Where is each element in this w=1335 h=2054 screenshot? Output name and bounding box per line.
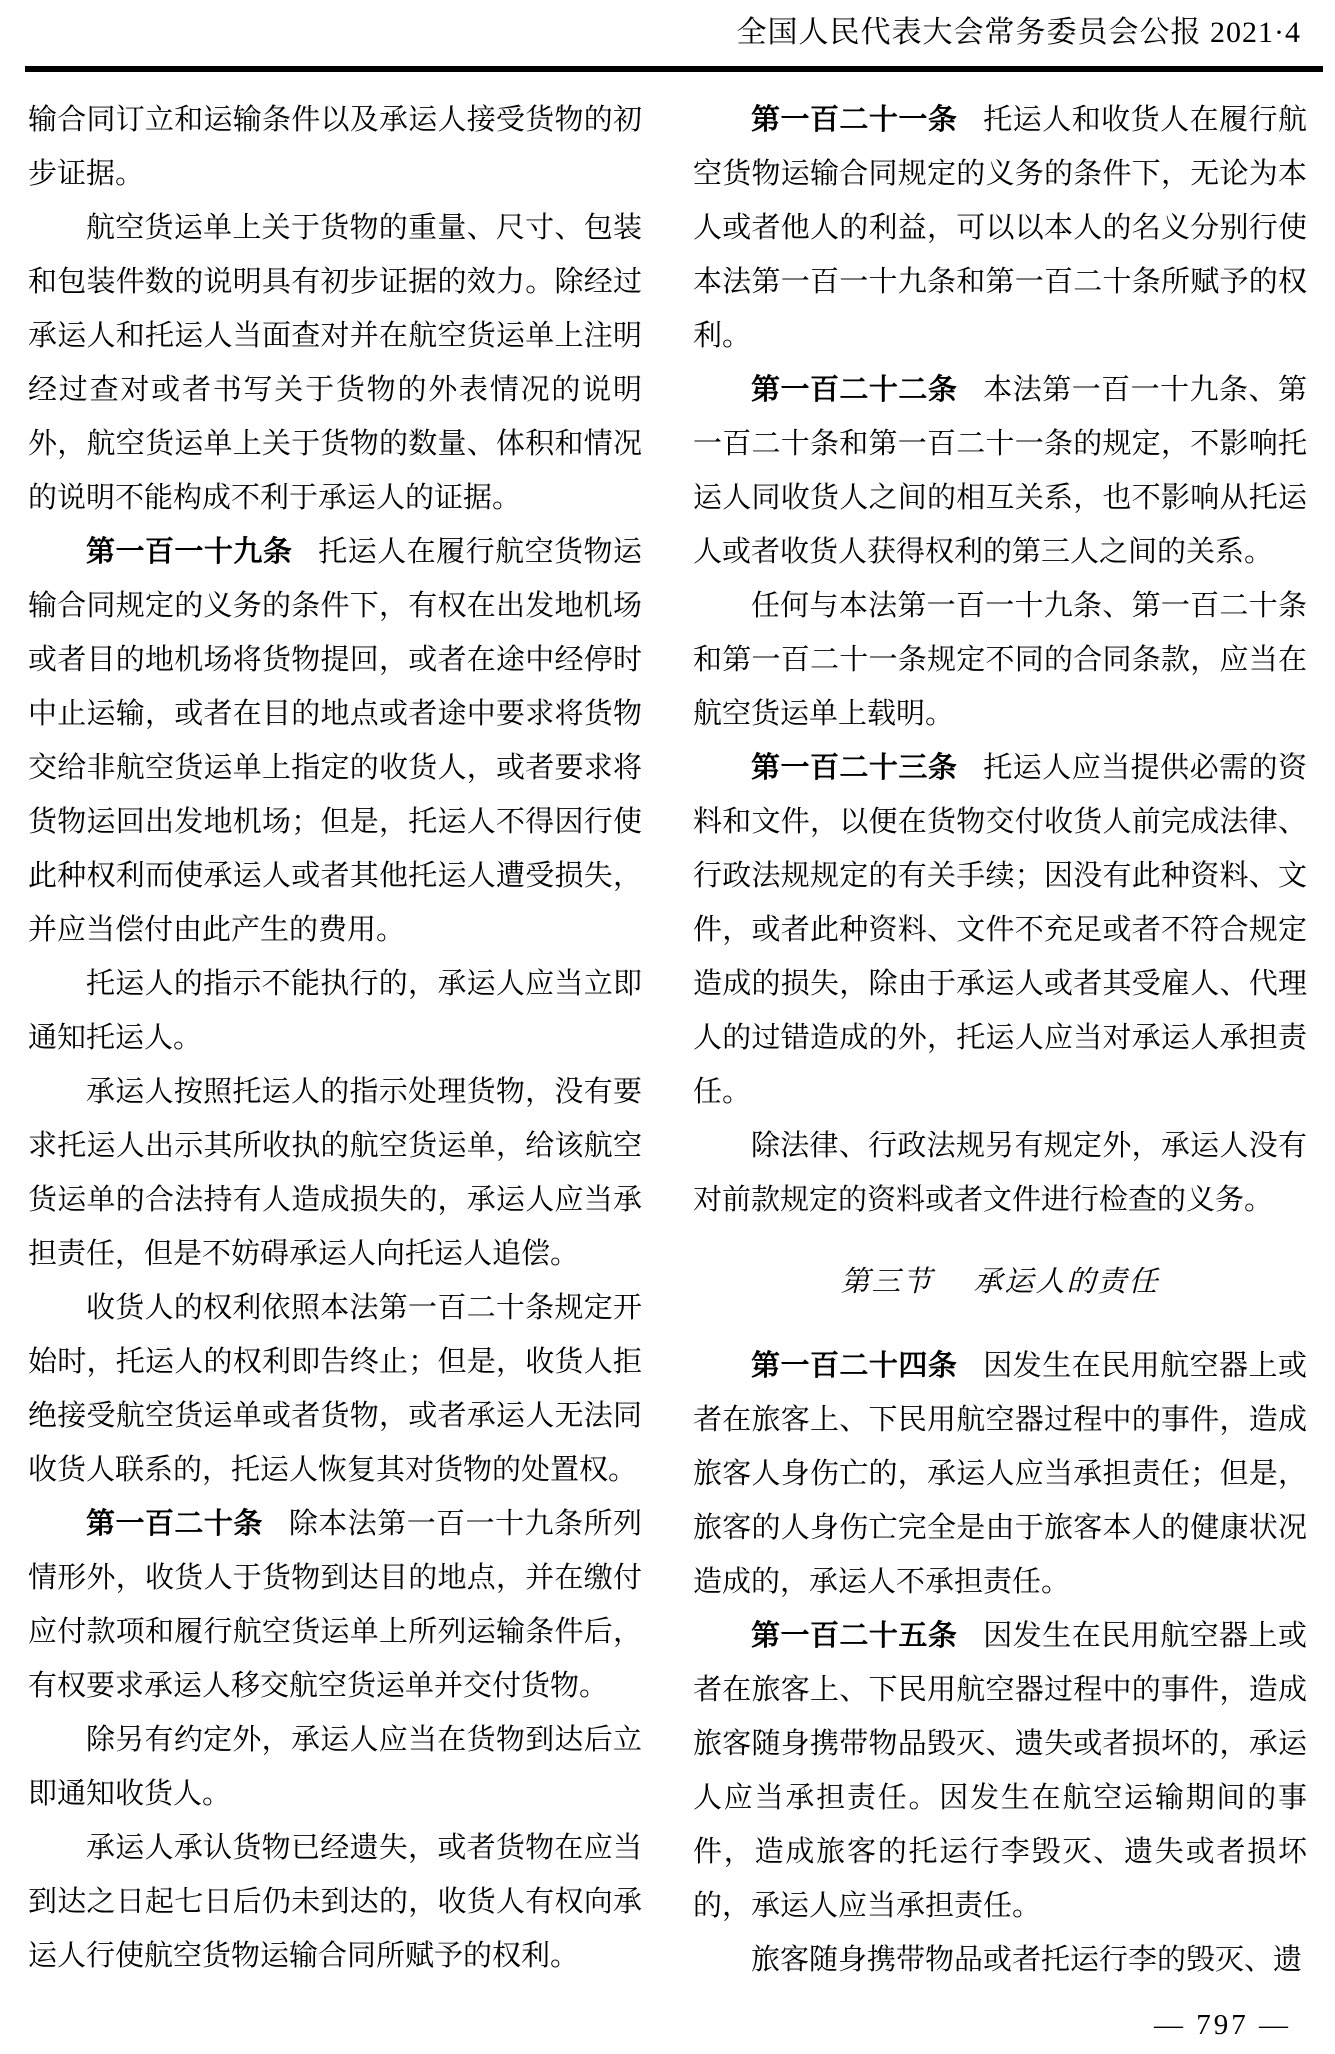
paragraph-text: 托运人应当提供必需的资料和文件，以便在货物交付收货人前完成法律、行政法规规定的有关手续；因没有此种资料、文件，或者此种资料、文件不充足或者不符合规定造成的损失，除由于承运人或者其受雇人、代理人的过错造成的外，托运人应当对承运人承担责任。	[693, 752, 1307, 1108]
article-number: 第一百一十九条	[86, 536, 293, 568]
paragraph-text: 本法第一百一十九条、第一百二十条和第一百二十一条的规定，不影响托运人同收货人之间的相互关系，也不影响从托运人或者收货人获得权利的第三人之间的关系。	[693, 374, 1307, 568]
article-number: 第一百二十五条	[751, 1620, 958, 1652]
paragraph-text: 除另有约定外，承运人应当在货物到达后立即通知收货人。	[28, 1724, 642, 1810]
article-number: 第一百二十三条	[751, 752, 958, 784]
article-number: 第一百二十四条	[751, 1350, 958, 1382]
paragraph	[28, 1281, 642, 1497]
paragraph-text: 除法律、行政法规另有规定外，承运人没有对前款规定的资料或者文件进行检查的义务。	[693, 1130, 1307, 1216]
paragraph	[693, 741, 1307, 1119]
paragraph	[693, 1119, 1307, 1227]
paragraph	[693, 579, 1307, 741]
paragraph-text: 承运人承认货物已经遗失，或者货物在应当到达之日起七日后仍未到达的，收货人有权向承运人行使航空货物运输合同所赋予的权利。	[28, 1832, 642, 1972]
paragraph	[28, 1821, 642, 1983]
paragraph-text: 因发生在民用航空器上或者在旅客上、下民用航空器过程中的事件，造成旅客随身携带物品毁灭、遗失或者损坏的，承运人应当承担责任。因发生在航空运输期间的事件，造成旅客的托运行李毁灭、遗失或者损坏的，承运人应当承担责任。	[693, 1620, 1307, 1922]
gazette-header-title: 全国人民代表大会常务委员会公报 2021·4	[736, 16, 1301, 49]
left-column	[28, 93, 642, 1987]
paragraph	[693, 363, 1307, 579]
two-column-body	[0, 72, 1335, 1987]
paragraph	[28, 93, 642, 201]
paragraph	[28, 201, 642, 525]
page-header	[0, 0, 1335, 50]
page-number: — 797 —	[1154, 2009, 1291, 2041]
paragraph	[28, 1065, 642, 1281]
paragraph-text: 托运人的指示不能执行的，承运人应当立即通知托运人。	[28, 968, 642, 1054]
paragraph	[693, 93, 1307, 363]
paragraph-text: 因发生在民用航空器上或者在旅客上、下民用航空器过程中的事件，造成旅客人身伤亡的，承运人应当承担责任；但是，旅客的人身伤亡完全是由于旅客本人的健康状况造成的，承运人不承担责任。	[693, 1350, 1307, 1598]
paragraph	[693, 1933, 1307, 1987]
article-number: 第一百二十条	[86, 1508, 263, 1540]
article-number: 第一百二十一条	[751, 104, 958, 136]
paragraph	[28, 1497, 642, 1713]
paragraph-text: 承运人按照托运人的指示处理货物，没有要求托运人出示其所收执的航空货运单，给该航空货运单的合法持有人造成损失的，承运人应当承担责任，但是不妨碍承运人向托运人追偿。	[28, 1076, 642, 1270]
section-heading	[693, 1255, 1307, 1309]
paragraph	[28, 957, 642, 1065]
paragraph	[693, 1609, 1307, 1933]
section-number: 第三节	[840, 1266, 934, 1298]
paragraph	[28, 525, 642, 957]
paragraph-text: 除本法第一百一十九条所列情形外，收货人于货物到达目的地点，并在缴付应付款项和履行航空货运单上所列运输条件后，有权要求承运人移交航空货运单并交付货物。	[28, 1508, 642, 1702]
paragraph	[693, 1339, 1307, 1609]
section-title-text: 承运人的责任	[973, 1266, 1160, 1298]
paragraph-text: 托运人和收货人在履行航空货物运输合同规定的义务的条件下，无论为本人或者他人的利益，可以以本人的名义分别行使本法第一百一十九条和第一百二十条所赋予的权利。	[693, 104, 1307, 352]
paragraph-text: 托运人在履行航空货物运输合同规定的义务的条件下，有权在出发地机场或者目的地机场将货物提回，或者在途中经停时中止运输，或者在目的地点或者途中要求将货物交给非航空货运单上指定的收货人，或者要求将货物运回出发地机场；但是，托运人不得因行使此种权利而使承运人或者其他托运人遭受损失，并应当偿付由此产生的费用。	[28, 536, 642, 946]
article-number: 第一百二十二条	[751, 374, 958, 406]
paragraph-text: 输合同订立和运输条件以及承运人接受货物的初步证据。	[28, 104, 642, 190]
right-column	[693, 93, 1307, 1987]
paragraph-text: 收货人的权利依照本法第一百二十条规定开始时，托运人的权利即告终止；但是，收货人拒绝接受航空货运单或者货物，或者承运人无法同收货人联系的，托运人恢复其对货物的处置权。	[28, 1292, 642, 1486]
paragraph-text: 航空货运单上关于货物的重量、尺寸、包装和包装件数的说明具有初步证据的效力。除经过承运人和托运人当面查对并在航空货运单上注明经过查对或者书写关于货物的外表情况的说明外，航空货运单上关于货物的数量、体积和情况的说明不能构成不利于承运人的证据。	[28, 212, 642, 514]
paragraph-text: 旅客随身携带物品或者托运行李的毁灭、遗	[751, 1944, 1303, 1976]
paragraph	[28, 1713, 642, 1821]
paragraph-text: 任何与本法第一百一十九条、第一百二十条和第一百二十一条规定不同的合同条款，应当在航空货运单上载明。	[693, 590, 1307, 730]
